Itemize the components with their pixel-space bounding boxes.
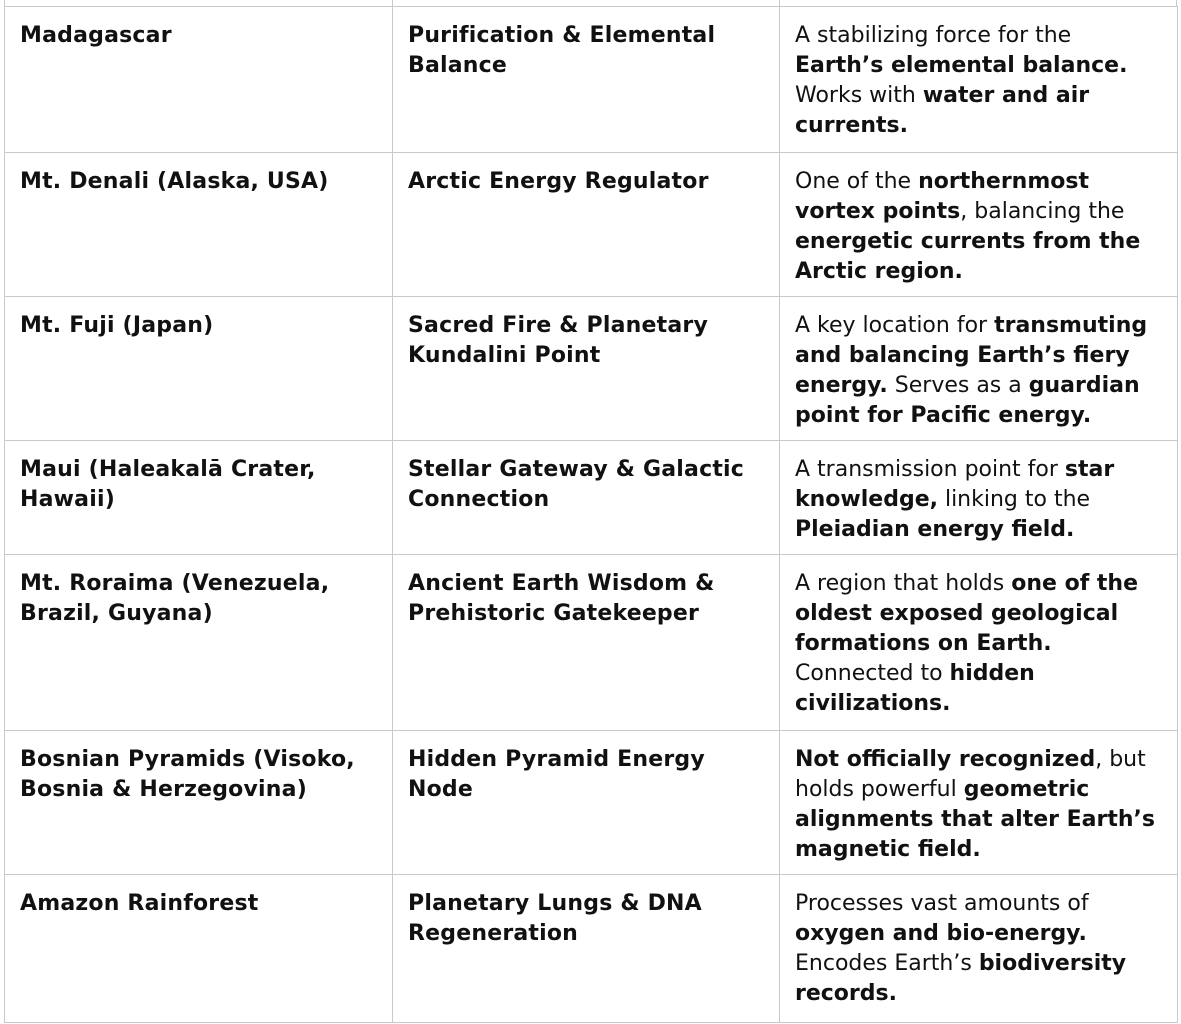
description-emphasis: Earth’s elemental balance. (795, 53, 1128, 78)
description-text: Serves as a (887, 373, 1029, 398)
vortex-table (4, 6, 1178, 1023)
description-emphasis: oxygen and bio-energy. (795, 921, 1087, 946)
description-emphasis: hidden civilizations. (795, 661, 1035, 716)
description-emphasis: one of the oldest exposed geological formations on Earth. (795, 571, 1139, 656)
description-cell (780, 875, 1178, 1023)
description-text: A transmission point for (795, 457, 1065, 482)
description-emphasis: biodiversity records. (795, 951, 1127, 1006)
location-cell: Bosnian Pyramids (Visoko, Bosnia & Herzegovina) (5, 731, 393, 875)
location-cell: Maui (Haleakalā Crater, Hawaii) (5, 441, 393, 555)
role-cell: Sacred Fire & Planetary Kundalini Point (393, 297, 780, 441)
description-emphasis: Not officially recognized (795, 747, 1096, 772)
description-text: , but holds powerful (795, 747, 1146, 802)
description-emphasis: star knowledge, (795, 457, 1115, 512)
description-text: linking to the (937, 487, 1091, 512)
table-row (5, 731, 1178, 875)
description-text: A key location for (795, 313, 995, 338)
role-cell: Planetary Lungs & DNA Regeneration (393, 875, 780, 1023)
table-row (5, 7, 1178, 153)
description-emphasis: transmuting and balancing Earth’s fiery energy. (795, 313, 1148, 398)
description-cell (780, 555, 1178, 731)
role-cell: Arctic Energy Regulator (393, 153, 780, 297)
description-cell (780, 7, 1178, 153)
table-row (5, 875, 1178, 1023)
description-text: Processes vast amounts of (795, 891, 1089, 916)
role-cell: Purification & Elemental Balance (393, 7, 780, 153)
description-text: One of the (795, 169, 919, 194)
description-text: Works with (795, 83, 923, 108)
description-cell (780, 731, 1178, 875)
description-cell (780, 297, 1178, 441)
location-cell: Amazon Rainforest (5, 875, 393, 1023)
location-cell: Mt. Denali (Alaska, USA) (5, 153, 393, 297)
description-cell (780, 441, 1178, 555)
description-emphasis: Pleiadian energy field. (795, 517, 1075, 542)
description-emphasis: northernmost vortex points (795, 169, 1089, 224)
description-cell (780, 153, 1178, 297)
table-row (5, 153, 1178, 297)
description-text: A stabilizing force for the (795, 23, 1072, 48)
description-emphasis: energetic currents from the Arctic region. (795, 229, 1141, 284)
role-cell: Stellar Gateway & Galactic Connection (393, 441, 780, 555)
description-text: , balancing the (960, 199, 1125, 224)
table-row (5, 555, 1178, 731)
location-cell: Mt. Roraima (Venezuela, Brazil, Guyana) (5, 555, 393, 731)
location-cell: Mt. Fuji (Japan) (5, 297, 393, 441)
table-row (5, 297, 1178, 441)
description-emphasis: guardian point for Pacific energy. (795, 373, 1140, 428)
description-emphasis: geometric alignments that alter Earth’s magnetic field. (795, 777, 1156, 862)
role-cell: Hidden Pyramid Energy Node (393, 731, 780, 875)
table-row (5, 441, 1178, 555)
description-text: Connected to (795, 661, 950, 686)
table-body (5, 7, 1178, 1023)
role-cell: Ancient Earth Wisdom & Prehistoric Gatekeeper (393, 555, 780, 731)
location-cell: Madagascar (5, 7, 393, 153)
description-emphasis: water and air currents. (795, 83, 1090, 138)
description-text: Encodes Earth’s (795, 951, 979, 976)
description-text: A region that holds (795, 571, 1012, 596)
